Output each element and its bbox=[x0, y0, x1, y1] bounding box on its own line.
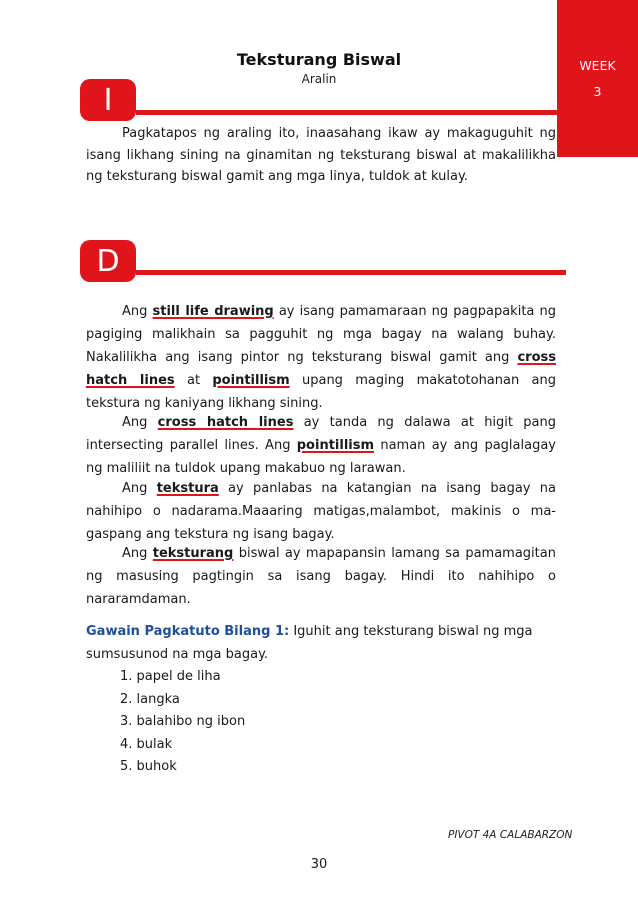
activity-instruction: Gawain Pagkatuto Bilang 1: Iguhit ang teksturang biswal ng mga sumsusunod na mga bagay. bbox=[86, 624, 533, 662]
keyword-pointillism-2: pointillism bbox=[296, 438, 375, 453]
keyword-cross-hatch-lines-2: cross hatch lines bbox=[157, 415, 294, 430]
section-divider-discussion bbox=[136, 270, 566, 275]
page-subtitle: Aralin bbox=[301, 72, 337, 86]
paragraph-teksturang-biswal: Ang teksturang biswal ay mapapansin lamang sa pamamagitan ng masusing pagtingin sa isang bagay. Hindi ito nahihipo o nararamdaman. bbox=[86, 546, 556, 607]
activity-label: Gawain Pagkatuto Bilang 1: bbox=[86, 624, 290, 639]
paragraph-still-life: Ang still life drawing ay isang pamamaraan ng pagpapakita ng pagiging malikhain sa pagguhit ng mga bagay na walang buhay. Nakalilikha ang isang pintor ng teksturang biswal gamit ang cross hatch lines at pointillism upang maging makatotohanan ang tekstura ng kaniyang likhang sining. bbox=[86, 304, 557, 411]
paragraph-tekstura: Ang tekstura ay panlabas na katangian na isang bagay na nahihipo o nadarama.Maaaring matigas,malambot, makinis o ma-gaspang ang tekstura ng isang bagay. bbox=[86, 481, 556, 542]
section-badge-discussion: D bbox=[80, 240, 136, 282]
footer-source: PIVOT 4A CALABARZON bbox=[448, 829, 573, 841]
page-title: Teksturang Biswal bbox=[236, 50, 402, 69]
keyword-cross-hatch-lines: cross hatch lines bbox=[86, 350, 556, 388]
section-divider-intro bbox=[136, 110, 557, 115]
list-item: 4. bulak bbox=[120, 736, 173, 752]
intro-paragraph: Pagkatapos ng araling ito, inaasahang ikaw ay makaguguhit ng isang likhang sining na ginamitan ng teksturang biswal at makalilikha ng teksturang biswal gamit ang mga linya, tuldok at kulay. bbox=[86, 126, 556, 184]
keyword-tekstura: tekstura bbox=[156, 481, 219, 496]
list-item: 3. balahibo ng ibon bbox=[120, 714, 246, 729]
keyword-still-life-drawing: still life drawing bbox=[152, 304, 274, 319]
list-item: 1. papel de liha bbox=[120, 669, 221, 684]
list-item: 5. buhok bbox=[120, 759, 177, 774]
activity-item-list bbox=[120, 666, 245, 779]
week-number: 3 bbox=[593, 84, 602, 99]
week-label: WEEK bbox=[579, 58, 616, 73]
paragraph-cross-hatch: Ang cross hatch lines ay tanda ng dalawa at higit pang intersecting parallel lines. Ang pointillism naman ay ang paglalagay ng maliliit na tuldok upang makabuo ng larawan. bbox=[86, 415, 556, 476]
section-badge-intro: I bbox=[80, 79, 136, 121]
list-item: 2. langka bbox=[120, 691, 180, 707]
keyword-teksturang: teksturang bbox=[152, 546, 234, 561]
page-number: 30 bbox=[310, 857, 328, 872]
keyword-pointillism: pointillism bbox=[212, 373, 290, 388]
